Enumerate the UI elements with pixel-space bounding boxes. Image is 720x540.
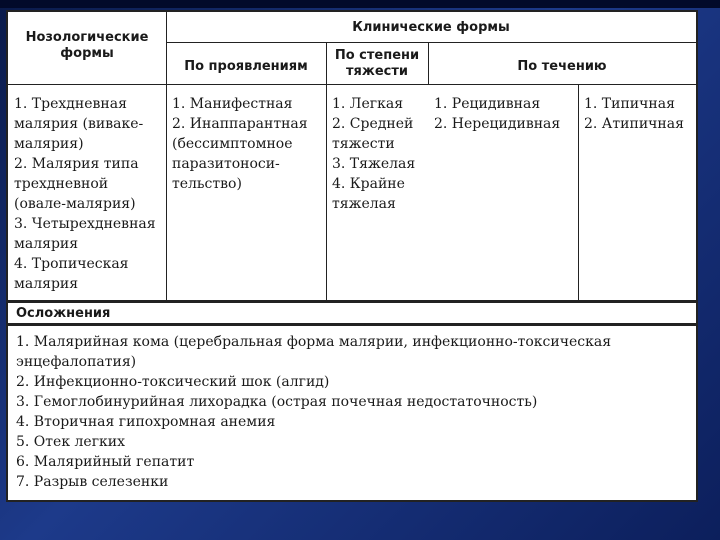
list-item: 1. Малярийная кома (церебральная форма малярии, инфекционно-токсическая энцефалопатия) [16, 334, 612, 370]
complications-list [10, 332, 694, 492]
list-item: 2. Инфекционно-токсический шок (алгид) [16, 374, 330, 390]
list-item: 2. Инаппарантная (бессимптомное паразитоноси-тельство) [172, 116, 308, 192]
severity-list [326, 94, 428, 214]
header-by-course: По течению [517, 59, 607, 74]
header-clinical: Клинические формы [352, 20, 510, 35]
course-recurrence-list [428, 94, 578, 134]
list-item: 2. Атипичная [584, 116, 684, 132]
divider [8, 84, 696, 85]
header-by-manifestation: По проявлениям [184, 59, 308, 74]
divider [166, 42, 696, 43]
list-item: 2. Средней тяжести [332, 116, 414, 152]
list-item: 5. Отек легких [16, 434, 126, 450]
list-item: 1. Манифестная [172, 96, 293, 112]
manifestation-list [166, 94, 326, 194]
header-nosological: Нозологические формы [25, 30, 149, 61]
divider [8, 300, 696, 303]
complications-title: Осложнения [16, 306, 111, 321]
list-item: 7. Разрыв селезенки [16, 474, 169, 490]
slide-top-band [0, 0, 720, 8]
list-item: 3. Гемоглобинурийная лихорадка (острая почечная недостаточность) [16, 394, 538, 410]
list-item: 2. Нерецидивная [434, 116, 561, 132]
list-item: 3. Тяжелая [332, 156, 416, 172]
list-item: 1. Трехдневная малярия (виваке-малярия) [14, 96, 144, 152]
list-item: 1. Легкая [332, 96, 404, 112]
header-by-severity: По степени тяжести [334, 48, 420, 79]
list-item: 4. Тропическая малярия [14, 256, 129, 292]
list-item: 4. Вторичная гипохромная анемия [16, 414, 276, 430]
list-item: 4. Крайне тяжелая [332, 176, 405, 212]
table-sheet [6, 10, 698, 502]
list-item: 1. Типичная [584, 96, 675, 112]
list-item: 2. Малярия типа трехдневной (овале-малярия) [14, 156, 139, 212]
malaria-classification-table [6, 10, 698, 502]
list-item: 3. Четырехдневная малярия [14, 216, 156, 252]
divider [8, 323, 696, 326]
course-typicality-list [578, 94, 696, 134]
list-item: 6. Малярийный гепатит [16, 454, 195, 470]
list-item: 1. Рецидивная [434, 96, 541, 112]
nosological-list [8, 94, 166, 294]
